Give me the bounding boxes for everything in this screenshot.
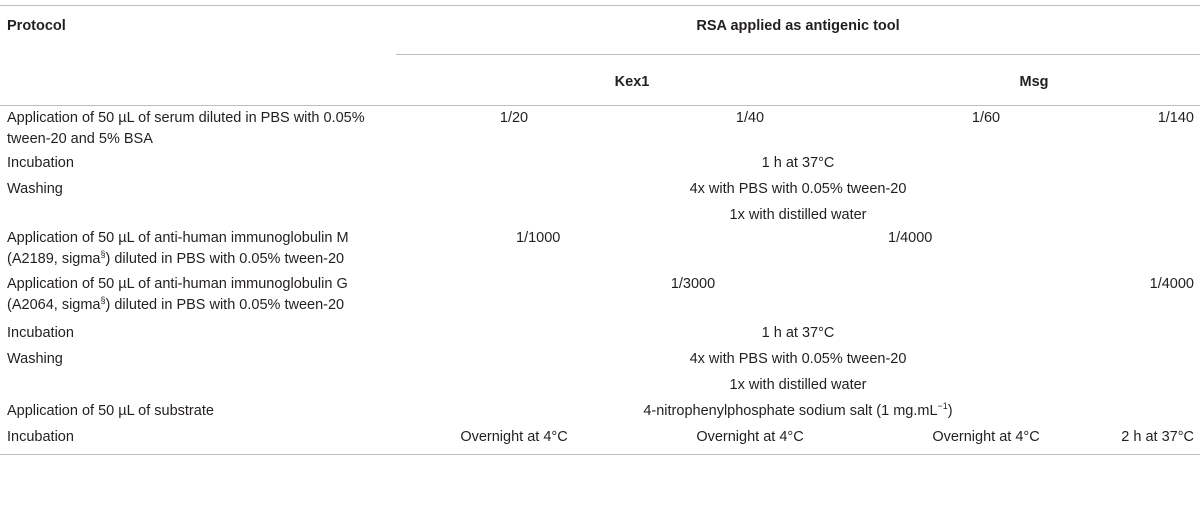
step-cell: Washing [7, 181, 63, 197]
step-cell: Incubation [7, 155, 74, 171]
msg-value-cell: 1/4000 [888, 230, 933, 246]
value-cell: Overnight at 4°C [868, 424, 1104, 455]
table-row [0, 398, 1200, 424]
merged-cell: 1 h at 37°C [761, 325, 835, 341]
msg-header: Msg [868, 55, 1200, 106]
header-row-2 [0, 55, 1200, 106]
table-row [0, 106, 1200, 151]
merged-cell: 4x with PBS with 0.05% tween-20 [689, 181, 907, 197]
table-row [0, 176, 1200, 202]
value-cell: 1/20 [396, 106, 632, 151]
step-cell: Application of 50 µL of substrate [7, 403, 214, 419]
value-cell: 1/4000 [1149, 276, 1194, 292]
value-cell: 2 h at 37°C [1104, 424, 1200, 455]
step-cell: Application of 50 µL of anti-human immunoglobulin G (A2064, sigma§) diluted in PBS with 0.05% tween-20 [7, 276, 348, 313]
table-row [0, 228, 1200, 274]
merged-cell: 4x with PBS with 0.05% tween-20 [689, 351, 907, 367]
merged-cell: 1x with distilled water [729, 377, 867, 393]
group-header: RSA applied as antigenic tool [396, 6, 1200, 55]
protocol-header: Protocol [0, 6, 396, 55]
table-row [0, 202, 1200, 228]
kex1-header: Kex1 [396, 55, 868, 106]
value-cell: Overnight at 4°C [632, 424, 868, 455]
step-cell: Incubation [7, 325, 74, 341]
merged-cell: 1x with distilled water [729, 207, 867, 223]
step-cell [0, 372, 396, 398]
step-cell: Washing [7, 351, 63, 367]
value-cell: 1/140 [1104, 106, 1200, 151]
span-value-cell: 1/3000 [670, 276, 716, 292]
table-row [0, 150, 1200, 176]
step-cell: Application of 50 µL of anti-human immunoglobulin M (A2189, sigma§) diluted in PBS with 0.05% tween-20 [7, 230, 349, 267]
protocol-header-spacer [0, 55, 396, 106]
table-row [0, 346, 1200, 372]
table-row [0, 372, 1200, 398]
merged-cell: 1 h at 37°C [761, 155, 835, 171]
value-cell: 1/60 [868, 106, 1104, 151]
value-cell: Overnight at 4°C [396, 424, 632, 455]
step-cell: Application of 50 µL of serum diluted in PBS with 0.05% tween-20 and 5% BSA [0, 106, 396, 151]
table-row [0, 424, 1200, 455]
kex1-value-cell: 1/1000 [516, 230, 561, 246]
protocol-table [0, 5, 1200, 455]
table-row [0, 320, 1200, 346]
merged-cell: 4-nitrophenylphosphate sodium salt (1 $mg.mL^{-1}$) [643, 401, 953, 419]
table-row [0, 274, 1200, 320]
header-row-1 [0, 6, 1200, 55]
value-cell: 1/40 [632, 106, 868, 151]
step-cell [0, 202, 396, 228]
step-cell: Incubation [0, 424, 396, 455]
